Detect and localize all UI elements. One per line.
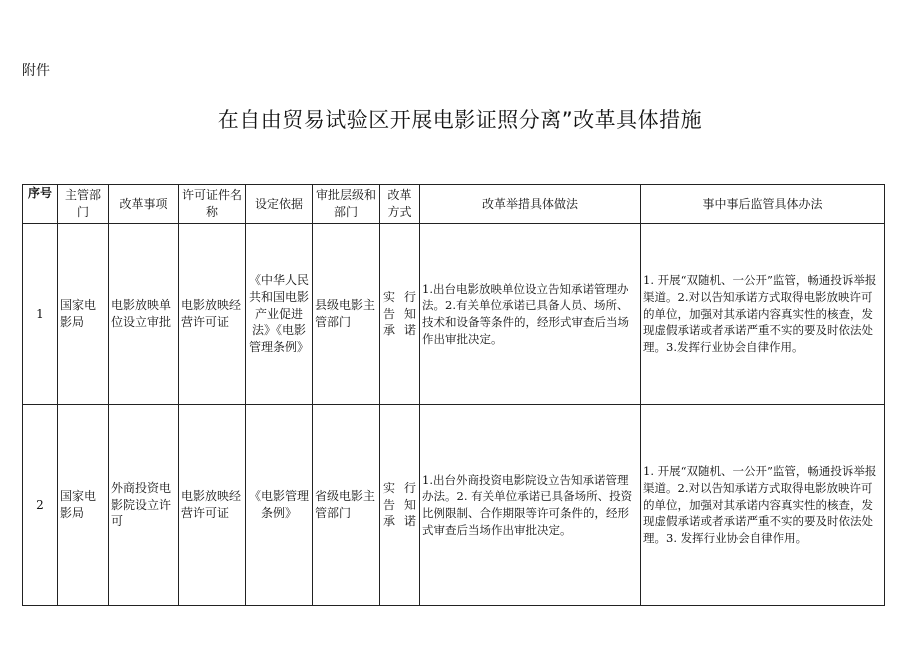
cell-dept: 国家电影局 — [58, 224, 109, 405]
cell-license: 电影放映经营许可证 — [179, 405, 246, 606]
cell-method: 实行告知承诺 — [380, 405, 420, 606]
header-dept: 主管部门 — [58, 185, 109, 224]
header-basis: 设定依据 — [246, 185, 313, 224]
header-supervision: 事中事后监管具体办法 — [641, 185, 885, 224]
cell-item: 外商投资电影院设立许可 — [109, 405, 179, 606]
cell-method: 实行告知承诺 — [380, 224, 420, 405]
cell-supervision: 1. 开展“双随机、一公开”监管，畅通投诉举报渠道。2.对以告知承诺方式取得电影放映许可的单位，加强对其承诺内容真实性的核查，发现虚假承诺或者承诺严重不实的要及时依法处理。3.发挥行业协会自律作用。 — [641, 224, 885, 405]
cell-seq: 1 — [23, 224, 58, 405]
table-row — [23, 224, 885, 405]
header-method: 改革方式 — [380, 185, 420, 224]
cell-measures: 1.出台外商投资电影院设立告知承诺管理办法。2. 有关单位承诺已具备场所、投资比例限制、合作期限等许可条件的，经形式审查后当场作出审批决定。 — [420, 405, 641, 606]
header-measures: 改革举措具体做法 — [420, 185, 641, 224]
cell-supervision: 1. 开展“双随机、一公开”监管，畅通投诉举报渠道。2.对以告知承诺方式取得电影放映许可的单位，加强对其承诺内容真实性的核查，发现虚假承诺或者承诺严重不实的要及时依法处理。3. 发挥行业协会自律作用。 — [641, 405, 885, 606]
header-seq: 序号 — [23, 185, 58, 224]
document-title: 在自由贸易试验区开展电影证照分离”改革具体措施 — [217, 108, 703, 132]
cell-seq: 2 — [23, 405, 58, 606]
cell-level: 县级电影主管部门 — [313, 224, 380, 405]
cell-dept: 国家电影局 — [58, 405, 109, 606]
cell-measures: 1.出台电影放映单位设立告知承诺管理办法。2.有关单位承诺已具备人员、场所、技术和设备等条件的，经形式审查后当场作出审批决定。 — [420, 224, 641, 405]
header-license: 许可证件名称 — [179, 185, 246, 224]
cell-item: 电影放映单位设立审批 — [109, 224, 179, 405]
attachment-label: 附件 — [22, 63, 50, 79]
reform-measures-table — [22, 184, 885, 606]
header-level: 审批层级和部门 — [313, 185, 380, 224]
cell-license: 电影放映经营许可证 — [179, 224, 246, 405]
cell-basis: 《中华人民共和国电影产业促进法》《电影管理条例》 — [246, 224, 313, 405]
cell-level: 省级电影主管部门 — [313, 405, 380, 606]
table-header-row — [23, 185, 885, 224]
header-item: 改革事项 — [109, 185, 179, 224]
table-row — [23, 405, 885, 606]
cell-basis: 《电影管理条例》 — [246, 405, 313, 606]
